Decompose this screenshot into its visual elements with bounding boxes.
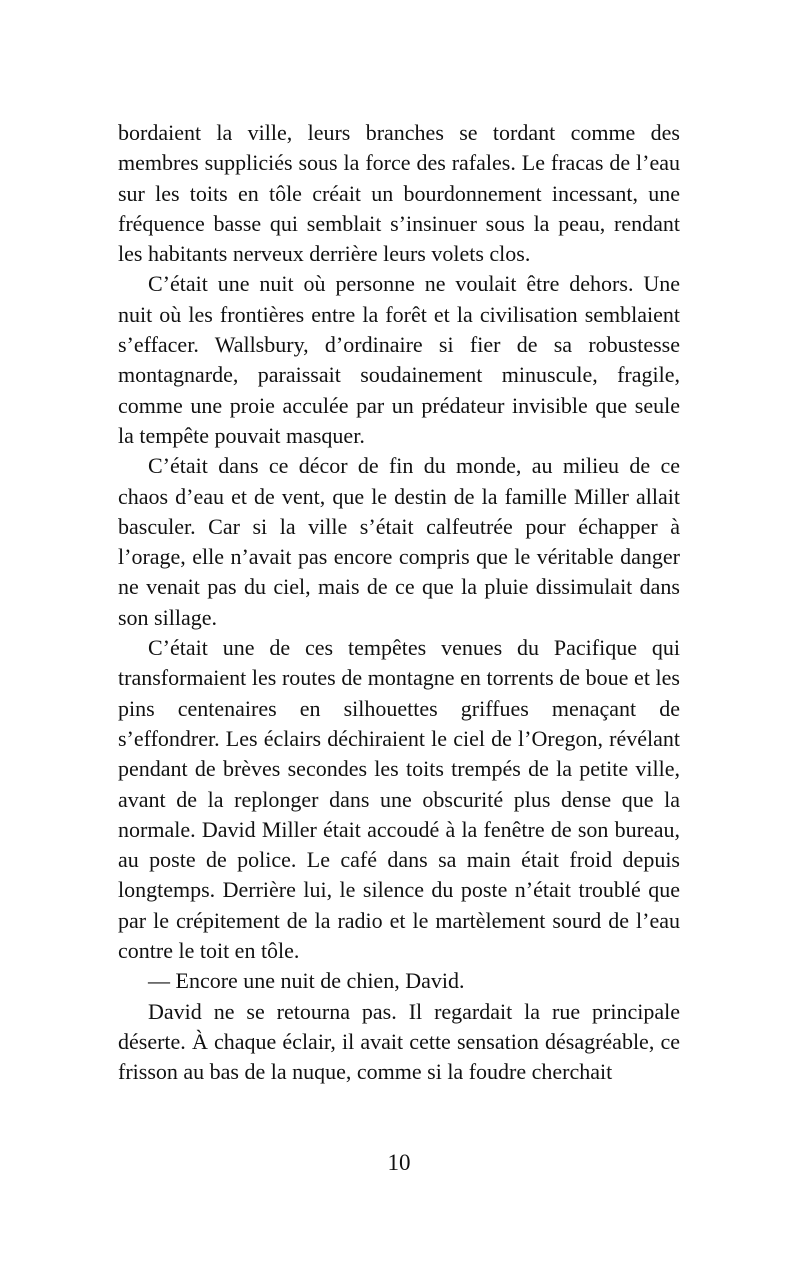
dialogue-line: — Encore une nuit de chien, David. — [148, 968, 465, 994]
paragraph-3: C’était dans ce décor de fin du monde, au milieu de ce chaos d’eau et de vent, que le destin de la famille Miller allait basculer. Car si la ville s’était calfeutrée pour échapper à l’orage, elle n’avait pas encore compris que le véritable danger ne venait pas du ciel, mais de ce que la pluie dissimulait dans son sillage. — [118, 453, 680, 630]
page-number: 10 — [387, 1150, 411, 1175]
paragraph-4: C’était une de ces tempêtes venues du Pacifique qui transformaient les routes de montagne en torrents de boue et les pins centenaires en silhouettes griffues menaçant de s’effondrer. Les éclairs déchiraient le ciel de l’Oregon, révélant pendant de brèves secondes les toits trempés de la petite ville, avant de la replonger dans une obscurité plus dense que la normale. David Miller était accoudé à la fenêtre de son bureau, au poste de police. Le café dans sa main était froid depuis longtemps. Derrière lui, le silence du poste n’était troublé que par le crépitement de la radio et le martèlement sourd de l’eau contre le toit en tôle. — [118, 635, 680, 964]
paragraph-1: bordaient la ville, leurs branches se tordant comme des membres suppliciés sous la force des rafales. Le fracas de l’eau sur les toits en tôle créait un bourdonnement incessant, une fréquence basse qui semblait s’insinuer sous la peau, rendant les habitants nerveux derrière leurs volets clos. — [118, 120, 680, 267]
paragraph-6: David ne se retourna pas. Il regardait la rue principale déserte. À chaque éclair, il avait cette sensation désagréable, ce frisson au bas de la nuque, comme si la foudre cherchait — [118, 998, 680, 1085]
page-body-text — [118, 118, 680, 1088]
paragraph-2: C’était une nuit où personne ne voulait être dehors. Une nuit où les frontières entre la forêt et la civilisation semblaient s’effacer. Wallsbury, d’ordinaire si fier de sa robustesse montagnarde, paraissait soudainement minuscule, fragile, comme une proie acculée par un prédateur invisible que seule la tempête pouvait masquer. — [118, 271, 680, 448]
